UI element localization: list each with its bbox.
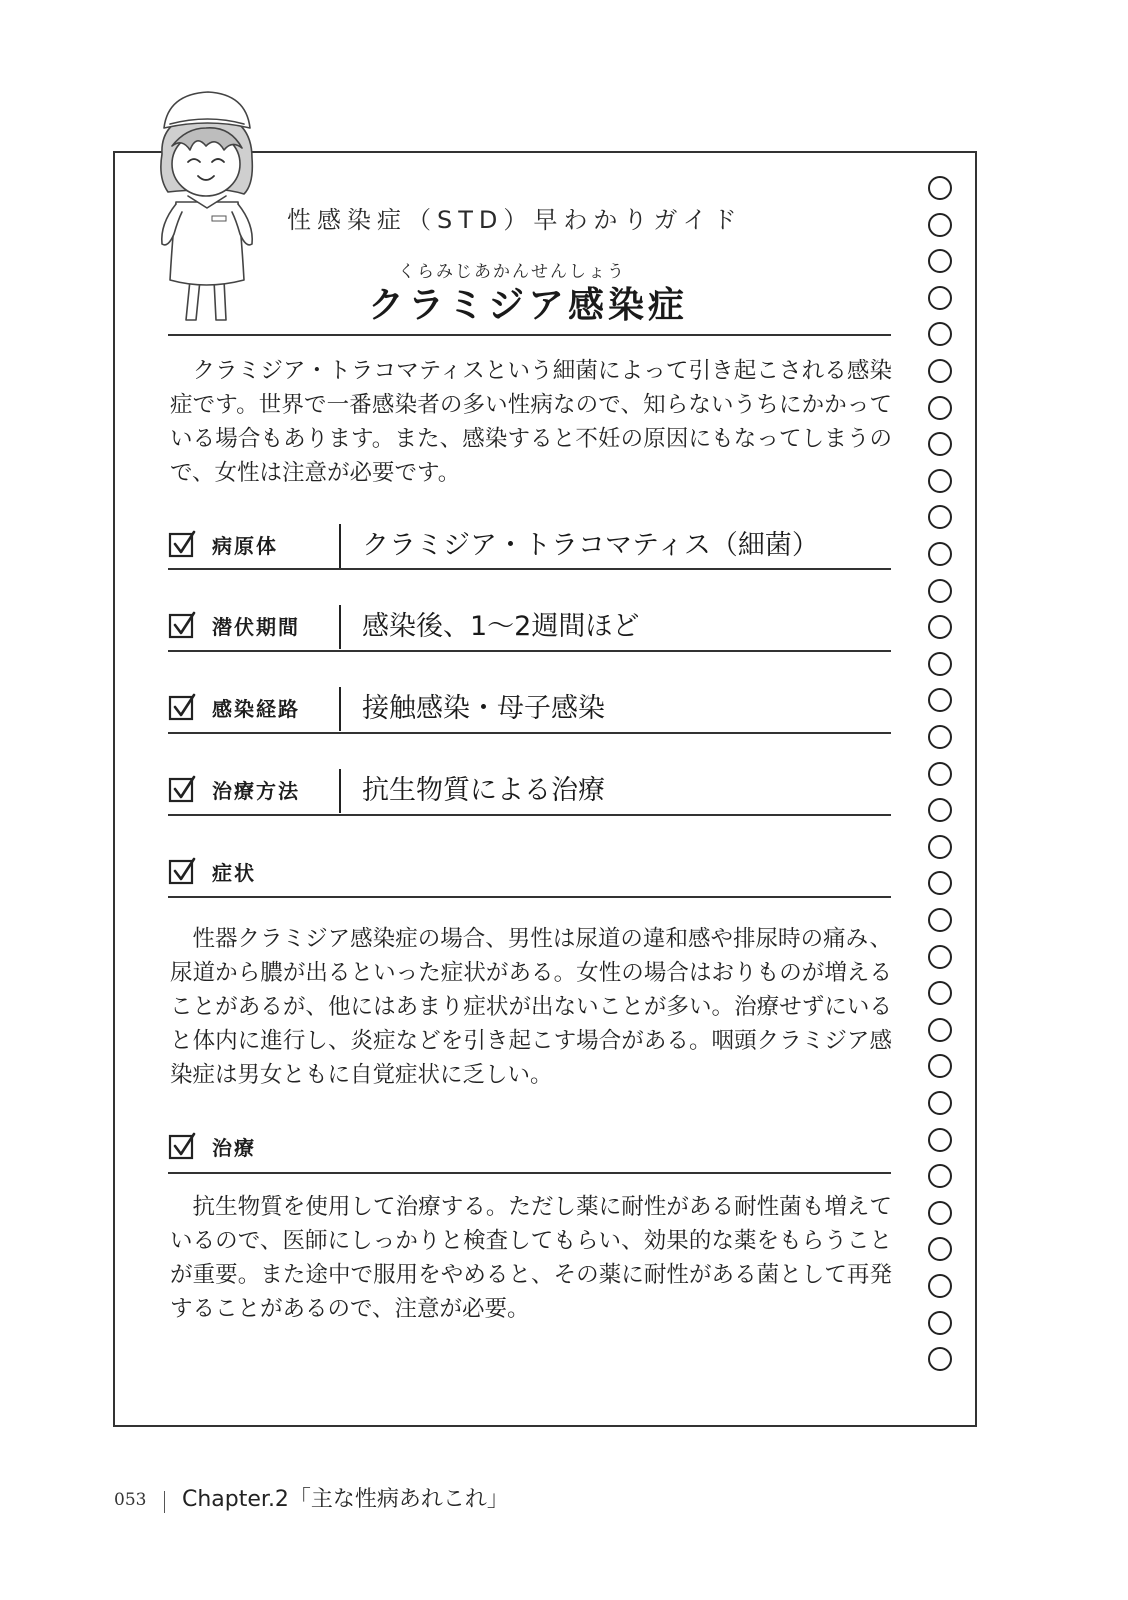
intro-paragraph: クラミジア・トラコマティスという細菌によって引き起こされる感染症です。世界で一番感染者の多い性病なので、知らないうちにかかっている場合もあります。また、感染すると不妊の原因にもなってしまうので、女性は注意が必要です。 (170, 358, 892, 486)
fact-label-pathogen: 病原体 (212, 534, 278, 558)
binder-ring-icon (928, 652, 952, 676)
divider (168, 1172, 891, 1174)
fact-label-route: 感染経路 (212, 697, 300, 721)
disease-title: クラミジア感染症 (368, 285, 689, 326)
fact-separator (339, 605, 341, 649)
fact-separator (339, 687, 341, 731)
nurse-mascot-illustration (140, 84, 280, 332)
binder-ring-icon (928, 286, 952, 310)
fact-value-treatment: 抗生物質による治療 (362, 775, 605, 806)
page-number: 053 (114, 1490, 147, 1510)
footer-separator (164, 1491, 165, 1513)
checkbox-checked-icon (168, 611, 196, 639)
binder-ring-icon (928, 1128, 952, 1152)
checkbox-checked-icon (168, 1132, 196, 1160)
binder-ring-icon (928, 981, 952, 1005)
binder-ring-icon (928, 213, 952, 237)
divider (168, 650, 891, 652)
binder-ring-icon (928, 249, 952, 273)
binder-ring-icon (928, 176, 952, 200)
binder-ring-icon (928, 762, 952, 786)
divider (168, 896, 891, 898)
fact-separator (339, 769, 341, 813)
fact-separator (339, 524, 341, 568)
binder-ring-icon (928, 1347, 952, 1371)
divider (168, 732, 891, 734)
checkbox-checked-icon (168, 857, 196, 885)
checkbox-checked-icon (168, 775, 196, 803)
binder-ring-icon (928, 1164, 952, 1188)
binder-ring-icon (928, 1274, 952, 1298)
guide-title: 性感染症（STD）早わかりガイド (287, 206, 743, 234)
checkbox-checked-icon (168, 693, 196, 721)
binder-ring-icon (928, 908, 952, 932)
symptoms-heading: 症状 (212, 861, 256, 885)
binder-ring-icon (928, 615, 952, 639)
binder-ring-icon (928, 1311, 952, 1335)
binder-ring-icon (928, 542, 952, 566)
divider (168, 334, 891, 336)
checkbox-checked-icon (168, 530, 196, 558)
binder-ring-icon (928, 835, 952, 859)
symptoms-paragraph: 性器クラミジア感染症の場合、男性は尿道の違和感や排尿時の痛み、尿道から膿が出るといった症状がある。女性の場合はおりものが増えることがあるが、他にはあまり症状が出ないことが多い。治療せずにいると体内に進行し、炎症などを引き起こす場合がある。咽頭クラミジア感染症は男女ともに自覚症状に乏しい。 (170, 926, 892, 1088)
binder-ring-icon (928, 798, 952, 822)
binder-ring-icon (928, 359, 952, 383)
fact-value-incubation: 感染後、1〜2週間ほど (362, 611, 640, 642)
binder-ring-icon (928, 1091, 952, 1115)
binder-ring-icon (928, 725, 952, 749)
binder-ring-icon (928, 432, 952, 456)
binder-ring-icon (928, 469, 952, 493)
binder-ring-icon (928, 579, 952, 603)
fact-value-route: 接触感染・母子感染 (362, 693, 605, 724)
binder-ring-icon (928, 945, 952, 969)
treatment-paragraph: 抗生物質を使用して治療する。ただし薬に耐性がある耐性菌も増えているので、医師にしっかりと検査してもらい、効果的な薬をもらうことが重要。また途中で服用をやめると、その薬に耐性がある菌として再発することがあるので、注意が必要。 (170, 1194, 892, 1322)
fact-label-incubation: 潜伏期間 (212, 615, 300, 639)
binder-ring-icon (928, 1018, 952, 1042)
divider (168, 568, 891, 570)
binder-ring-icon (928, 1201, 952, 1225)
fact-label-treatment: 治療方法 (212, 779, 300, 803)
divider (168, 814, 891, 816)
chapter-title: Chapter.2「主な性病あれこれ」 (182, 1487, 509, 1512)
treatment-heading: 治療 (212, 1136, 256, 1160)
binder-ring-icon (928, 396, 952, 420)
fact-value-pathogen: クラミジア・トラコマティス（細菌） (362, 530, 819, 561)
disease-title-ruby: くらみじあかんせんしょう (398, 262, 626, 282)
